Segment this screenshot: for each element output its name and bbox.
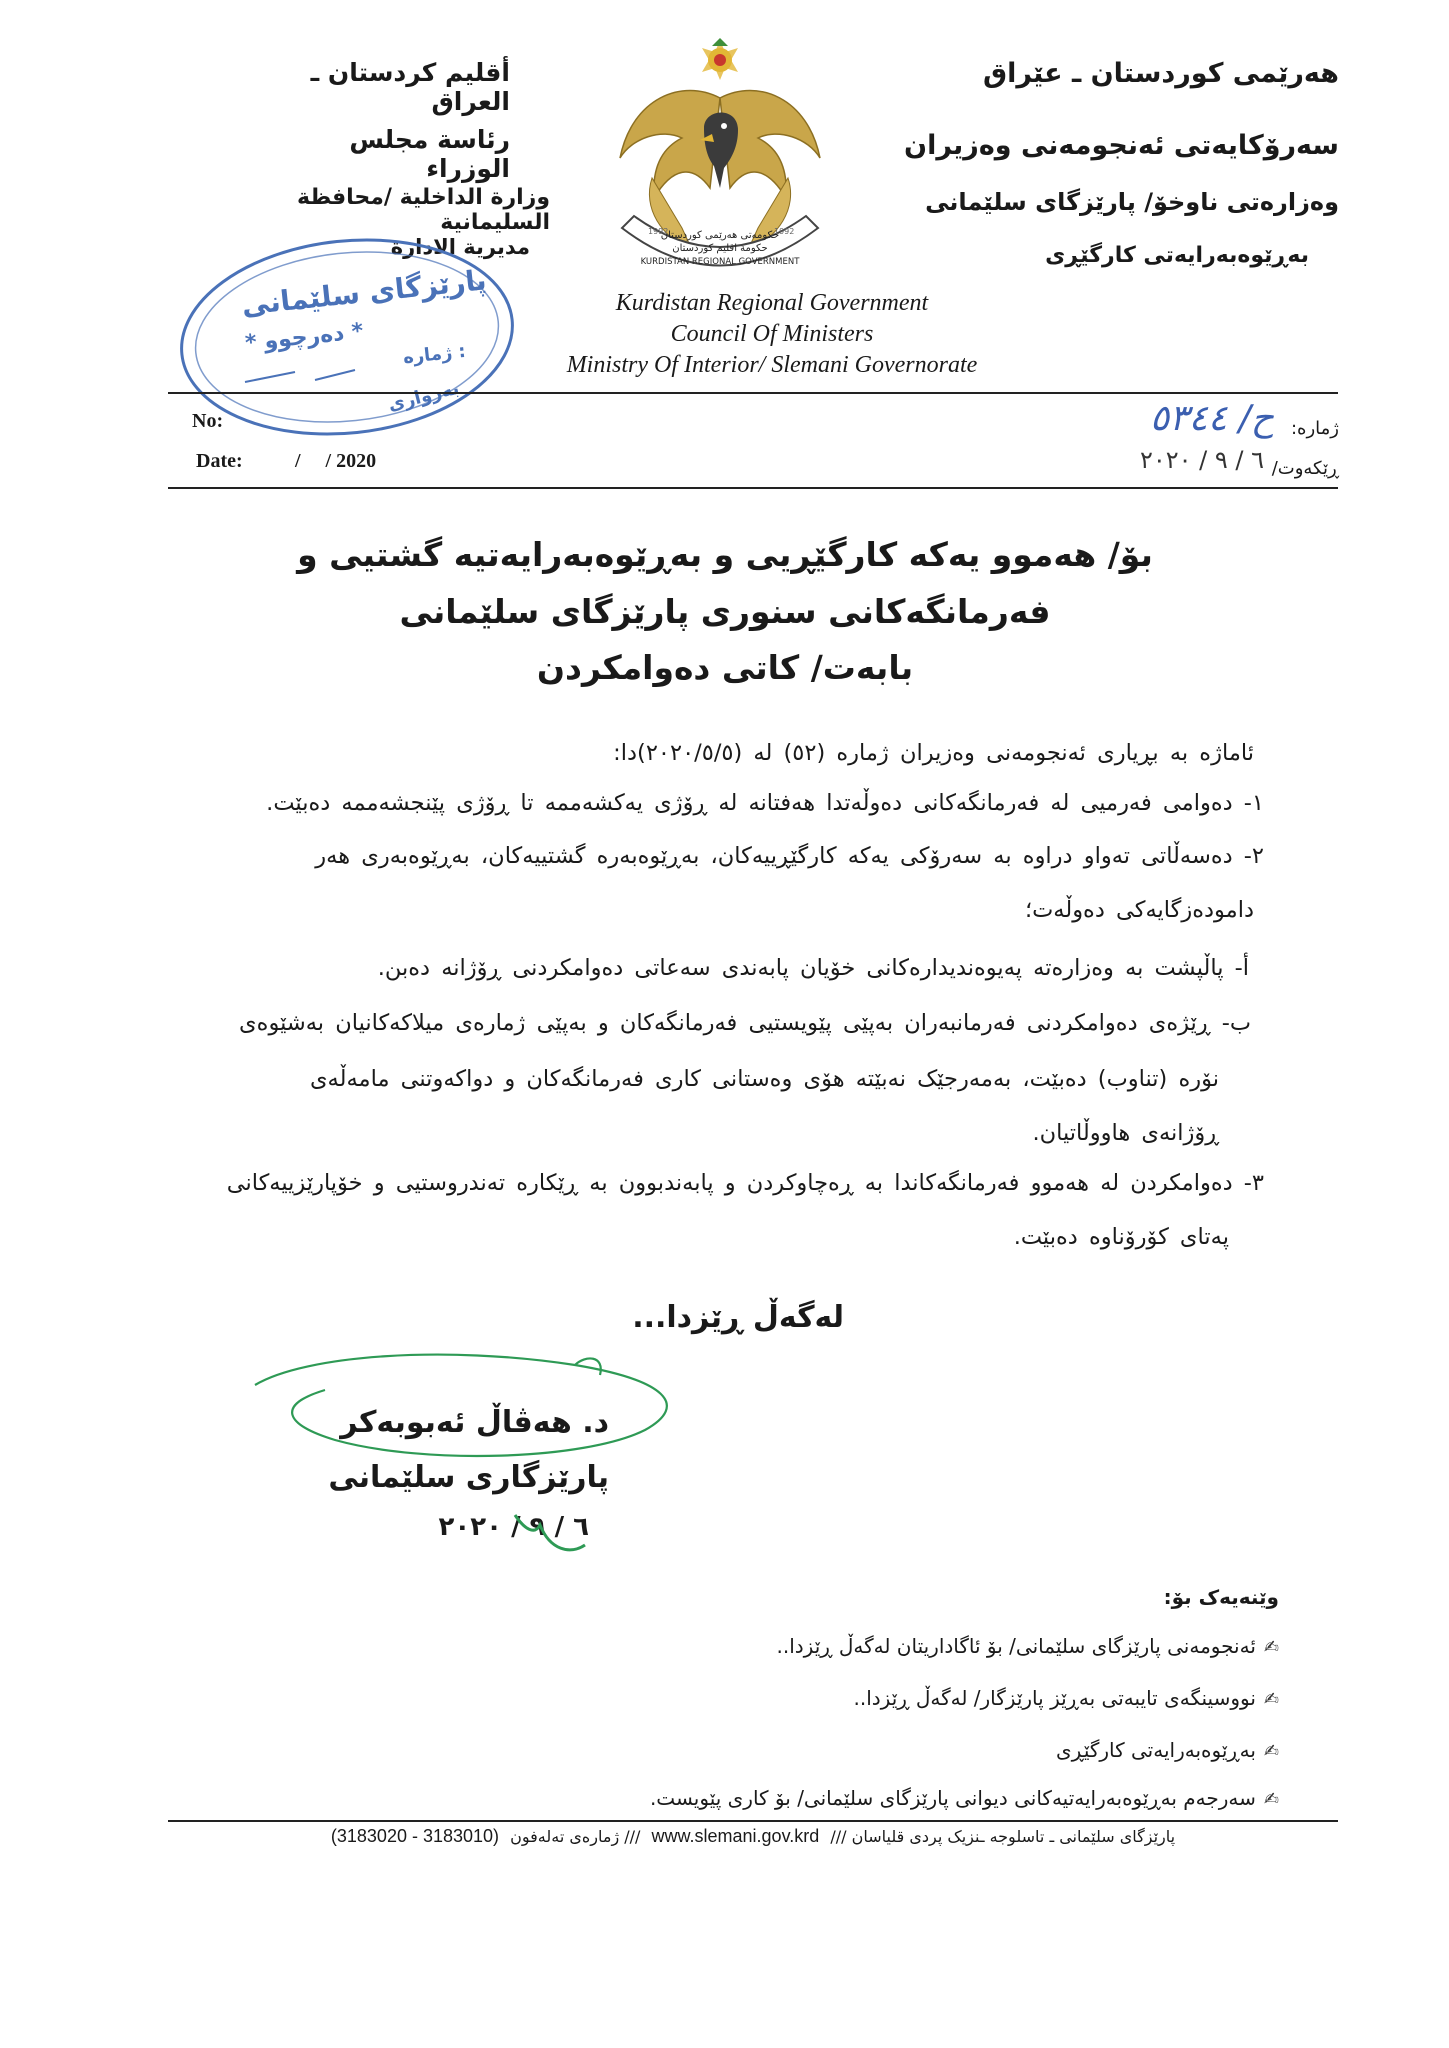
body-item-2a: أ- پاڵپشت بە وەزارەتە پەیوەندیدارەکانی خۆیان پابەندی سەعاتی دەوامکردنی ڕۆژانە دەبن. — [377, 955, 1249, 981]
document-recipient-2: فەرمانگەکانی سنوری پارێزگای سلێمانی — [399, 592, 1051, 631]
footer-divider — [168, 1820, 1338, 1822]
header-divider-top — [168, 392, 1338, 394]
cc-item-1 — [379, 1634, 1279, 1658]
signature-date: ٦ / ٩ / ٢٠٢٠ — [438, 1512, 589, 1542]
office-stamp — [175, 232, 520, 442]
header-arabic-line-4: مديرية الادارة — [390, 235, 530, 259]
cc-item-3 — [379, 1738, 1279, 1762]
reference-date-value-en: / / 2020 — [295, 450, 377, 472]
footer-phone-label: /// ژمارەی تەلەفون — [510, 1827, 641, 1846]
signatory-name: د. هەڤاڵ ئەبوبەکر — [340, 1405, 609, 1440]
footer-address: پارێزگای سلێمانی ـ تاسلوجە ـنزیک پردی قلیاسان /// — [830, 1827, 1176, 1846]
reference-number-value: ح/ ٥٣٤٤ — [1149, 398, 1274, 439]
body-item-2-cont: دامودەزگایەکی دەوڵەت؛ — [1024, 897, 1254, 923]
footer-website[interactable]: www.slemani.gov.krd — [651, 1826, 820, 1846]
body-item-2: ٢- دەسەڵاتی تەواو دراوە بە سەرۆکی یەکە کارگێڕییەکان، بەڕێوەبەرە گشتییەکان، بەڕێوەبەری هەر — [315, 843, 1264, 869]
footer-contact — [168, 1826, 1338, 1847]
cc-item-text: نووسینگەی تایبەتی بەڕێز پارێزگار/ لەگەڵ ڕێزدا.. — [853, 1686, 1256, 1710]
header-arabic-line-3: وزارة الداخلية /محافظة السليمانية — [296, 185, 550, 235]
header-kurdish-line-4: بەڕێوەبەرایەتی کارگێڕی — [1045, 243, 1309, 268]
header-divider-bottom — [168, 487, 1338, 489]
header-english-line-1: Kurdistan Regional Government — [615, 290, 929, 316]
cc-item-text: سەرجەم بەڕێوەبەرایەتیەکانی دیوانی پارێزگای سلێمانی/ بۆ کاری پێویست. — [649, 1786, 1256, 1810]
body-item-3: ٣- دەوامکردن لە هەموو فەرمانگەکاندا بە ڕەچاوکردن و پابەندبوون بە ڕێکارە تەندروستیی و خۆپارێزییەکانی — [226, 1170, 1264, 1196]
header-kurdish-line-2: سەرۆکایەتی ئەنجومەنی وەزیران — [904, 130, 1339, 161]
header-english-line-3: Ministry Of Interior/ Slemani Governorate — [566, 352, 978, 378]
cc-label: وێنەیەک بۆ: — [1163, 1585, 1279, 1609]
stamp-line-4: بەرواری — [386, 377, 462, 416]
cc-item-text: ئەنجومەنی پارێزگای سلێمانی/ بۆ ئاگاداریتان لەگەڵ ڕێزدا.. — [776, 1634, 1256, 1658]
header-kurdish-line-3: وەزارەتی ناوخۆ/ پارێزگای سلێمانی — [925, 188, 1339, 216]
header-kurdish-line-1: هەرێمی کوردستان ـ عێراق — [982, 58, 1339, 89]
stamp-line-3: ژمارە : — [402, 340, 467, 369]
cc-item-text: بەڕێوەبەرایەتی کارگێڕی — [1055, 1738, 1256, 1762]
reference-date-label-en: Date: — [196, 450, 243, 472]
closing-regards: لەگەڵ ڕێزدا... — [632, 1300, 844, 1335]
reference-number-label-ku: ژمارە: — [1290, 418, 1339, 439]
sun-icon — [702, 38, 738, 80]
emblem-ring-text: KURDISTAN REGIONAL GOVERNMENT — [640, 257, 800, 267]
emblem-inner-text-1: حكومەتی هەرێمی کوردستان — [660, 230, 780, 241]
signatory-position: پارێزگاری سلێمانی — [328, 1460, 609, 1495]
emblem-inner-text-2: حكومة اقليم كوردستان — [672, 243, 768, 254]
body-item-3-cont: پەتای کۆرۆناوە دەبێت. — [1013, 1224, 1229, 1250]
reference-number-label-en: No: — [192, 410, 224, 432]
krg-emblem — [592, 38, 848, 288]
stamp-line-1: پارێزگای سلێمانی — [240, 263, 488, 322]
pen-icon: ✍ — [1263, 1741, 1279, 1762]
emblem-year-right: 1992 — [774, 227, 795, 236]
document-recipient: بۆ/ هەموو یەکە کارگێڕیی و بەڕێوەبەرایەتیە گشتیی و — [297, 535, 1153, 574]
body-item-2b-cont-1: نۆرە (تناوب) دەبێت، بەمەرجێک نەبێتە هۆی وەستانی کاری فەرمانگەکان و دواکەوتنی مامەڵەی — [309, 1066, 1219, 1092]
pen-icon: ✍ — [1263, 1689, 1279, 1710]
header-english-line-2: Council Of Ministers — [670, 321, 874, 347]
stamp-line-2: * دەرچوو * — [244, 318, 365, 357]
pen-icon: ✍ — [1263, 1637, 1279, 1658]
cc-item-2 — [379, 1686, 1279, 1710]
body-item-1: ١- دەوامی فەرمیی لە فەرمانگەکانی دەوڵەتدا هەفتانە لە ڕۆژی یەکشەممە تا ڕۆژی پێنجشەممە دەبێت. — [266, 790, 1264, 816]
body-item-2b: ب- ڕێژەی دەوامکردنی فەرمانبەران بەپێی پێویستیی فەرمانگەکان و بەپێی ژمارەی میلاکەکانیان بەشێوەی — [239, 1010, 1251, 1036]
header-arabic-line-1: أقليم كردستان ـ العراق — [310, 58, 510, 116]
emblem-year-left: 1992 — [648, 227, 669, 236]
reference-date-label-ku: ڕێکەوت/ — [1271, 458, 1339, 479]
body-item-2b-cont-2: ڕۆژانەی هاووڵاتیان. — [1032, 1120, 1219, 1146]
reference-date-value-ku: ٦ / ٩ / ٢٠٢٠ — [1139, 446, 1264, 474]
header-arabic-line-2: رئاسة مجلس الوزراء — [349, 125, 510, 183]
signature-date-ink-mark — [510, 1505, 590, 1565]
body-intro: ئاماژە بە بڕیاری ئەنجومەنی وەزیران ژمارە (٥٢) لە (٢٠٢٠/٥/٥)دا: — [613, 740, 1254, 766]
footer-phone-numbers: (3183020 - 3183010) — [330, 1826, 500, 1846]
document-subject: بابەت/ کاتی دەوامکردن — [536, 648, 914, 687]
cc-item-4 — [379, 1786, 1279, 1810]
pen-icon: ✍ — [1263, 1789, 1279, 1810]
